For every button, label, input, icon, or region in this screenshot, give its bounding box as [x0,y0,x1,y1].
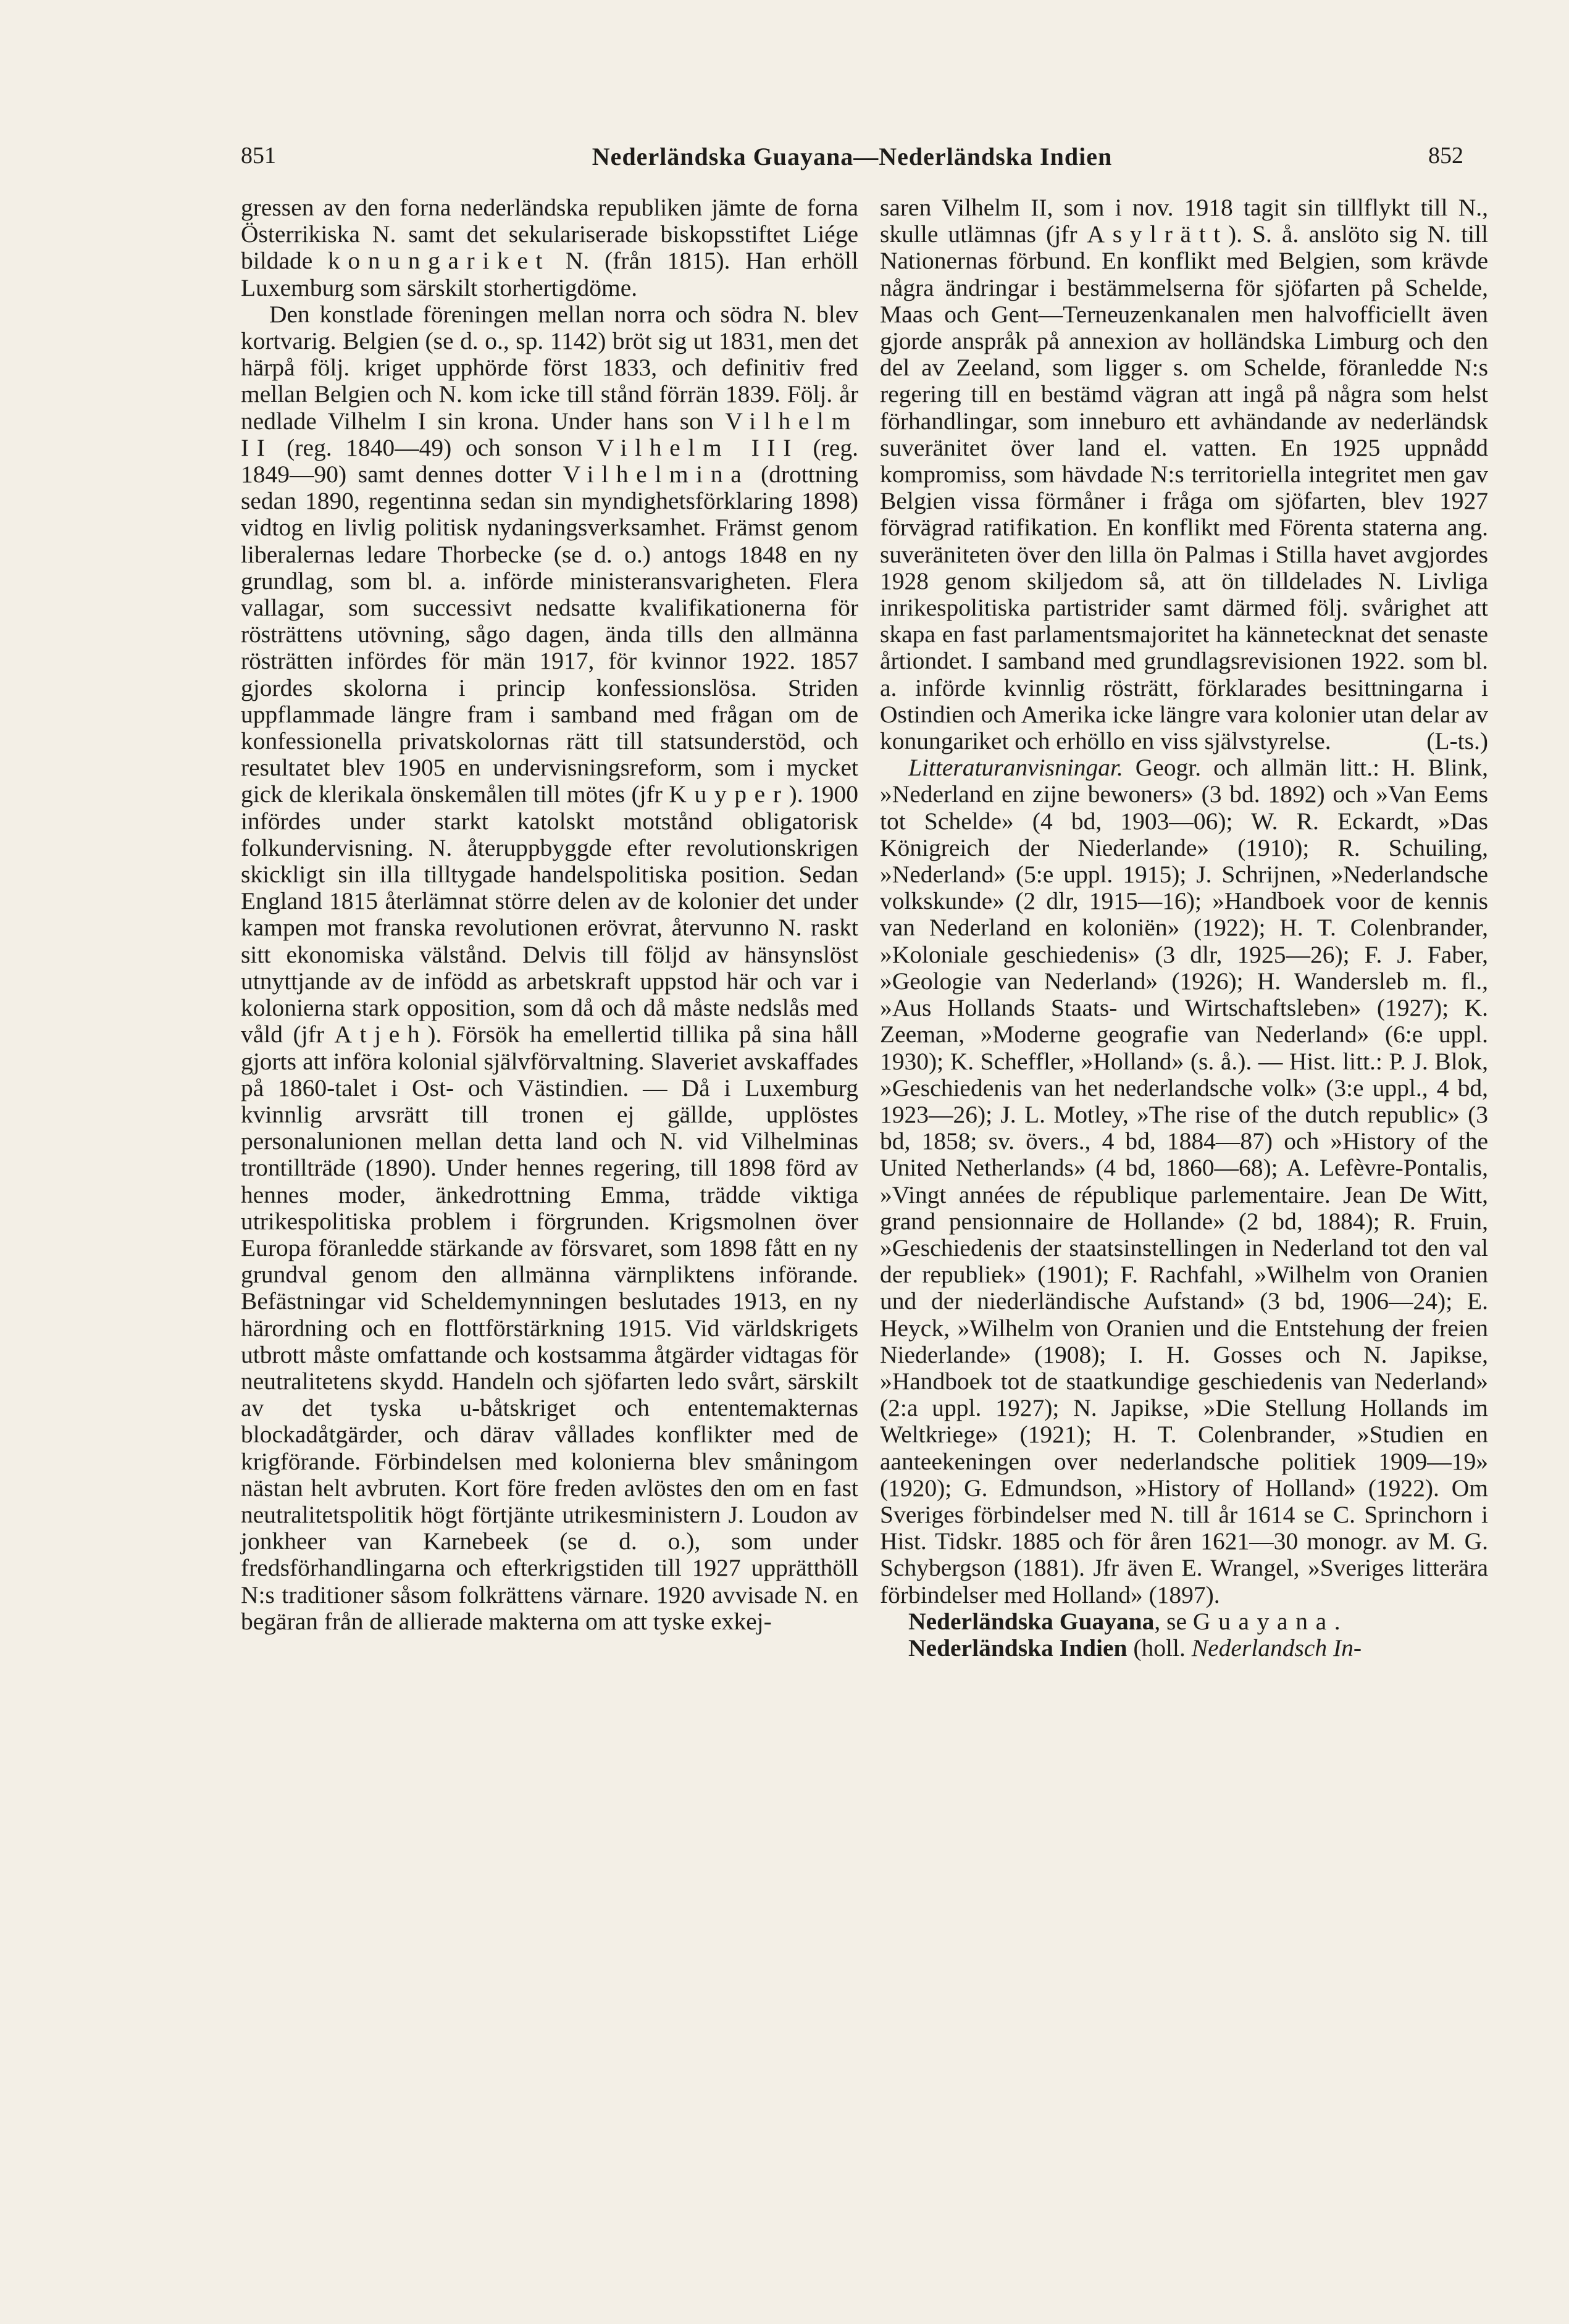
entry-headword: Nederländska Guayana [908,1607,1155,1635]
text-run: ). S. å. anslöto sig N. till Nationernas förbund. En konflikt med Belgien, som krävde några ändringar i bestämmelserna för sjöfarten på Schelde, Maas och Gent—Terneuzenkanalen men halvofficiellt även gjorde anspråk på annexion av holländska Limburg och den del av Zeeland, som ligger s. om Schelde, föranledde N:s regering till en bestämd vägran att ingå på några som helst förhandlingar, som inneburo ett avhändande av nederländsk suveränitet över land el. vatten. En 1925 uppnådd kompromiss, som hävdade N:s territoriella integritet men gav Belgien vissa förmåner i fråga om sjöfarten, blev 1927 förvägrad ratifikation. En konflikt med Förenta staterna ang. suveräniteten över den lilla ön Palmas i Stilla havet avgjordes 1928 genom skiljedom så, att ön tilldelades N. Livliga inrikespolitiska partistrider samt därmed följ. svårighet att skapa en fast parlamentsmajoritet ha kännetecknat det senaste årtiondet. I samband med grundlagsrevisionen 1922. som bl. a. införde kvinnlig rösträtt, förklarades besittningarna i Ostindien och Amerika icke längre vara kolonier utan delar av konungariket och erhöllo en viss självstyrelse. [880,220,1488,755]
text-run: ). Försök ha emellertid tillika på sina håll gjorts att införa kolonial självförvaltning. Slaveriet avskaffades på 1860-talet i Ost- och Västindien. — Då i Luxemburg kvinnlig arvsrätt till tronen ej gällde, upplöstes personalunionen mellan detta land och N. vid Vilhelminas trontillträde (1890). Under hennes regering, till 1898 förd av hennes moder, änkedrottning Emma, trädde viktiga utrikespolitiska problem i förgrunden. Krigsmolnen över Europa föranledde stärkande av försvaret, som 1898 fått en ny grundval genom den allmänna värnpliktens införande. Befästningar vid Scheldemynningen beslutades 1913, en ny härordning och en flottförstärkning 1915. Vid världskrigets utbrott måste omfattande och kostsamma åtgärder vidtagas för neutralitetens skydd. Handeln och sjöfarten ledo svårt, särskilt av det tyska u-båtskriget och ententemakternas blockadåtgärder, och därav vållades konflikter med de krigförande. Förbindelsen med kolonierna blev småningom nästan helt avbruten. Kort före freden avlöstes den om en fast neutralitetspolitik högt förtjänte utrikesministern J. Loudon av jonkheer van Karnebeek (se d. o.), som under fredsförhandlingarna och efterkrigstiden till 1927 upprätthöll N:s traditioner såsom folkrättens värnare. 1920 avvisade N. en begäran från de allierade makterna om att tyske exkej- [241,1021,858,1635]
text-run: . [1334,1607,1341,1635]
text-run: (reg. 1849—90) samt dennes dotter [241,433,858,488]
text-run: , se [1154,1607,1193,1635]
text-run: (drottning sedan 1890, regentinna sedan sin myndighetsförklaring 1898) vidtog en livlig politisk nydaningsverksamhet. Främst genom liberalernas ledare Thorbecke (se d. o.) antogs 1848 en ny grundlag, som bl. a. införde ministeransvarigheten. Flera vallagar, som successivt nedsatte kvalifikationerna för rösträttens utövning, sågo dagen, ända tills den allmänna rösträtten infördes för män 1917, för kvinnor 1922. 1857 gjordes skolorna i princip konfessionslösa. Striden uppflammade längre fram i samband med frågan om de konfessionella privatskolornas rätt till statsunderstöd, och resultatet blev 1905 en undervisningsreform, som i mycket gick de klerikala önskemålen till mötes (jfr [241,461,859,808]
spaced-name: Vilhelm III [596,433,799,461]
italic-term: Nederlandsch In- [1191,1634,1362,1661]
cross-reference: Asylrätt [1087,220,1228,248]
cross-reference: Guayana [1192,1607,1334,1635]
author-signature: (L-ts.) [1426,727,1488,755]
page-number-right: 852 [1428,143,1463,169]
entry-guayana [880,1608,1488,1635]
paragraph [241,194,858,301]
page-number-left: 851 [241,143,276,169]
right-column [880,194,1488,1661]
text-run: Geogr. och allmän litt.: H. Blink, »Nederland en zijne bewoners» (3 bd. 1892) och »Van Eems tot Schelde» (4 bd, 1903—06); W. R. Eckardt, »Das Königreich der Niederlande» (1910); R. Schuiling, »Nederland» (5:e uppl. 1915); J. Schrijnen, »Nederlandsche volkskunde» (2 dlr, 1915—16); »Handboek voor de kennis van Nederland en koloniën» (1922); H. T. Colenbrander, »Koloniale geschiedenis» (3 dlr, 1925—26); F. J. Faber, »Geologie van Nederland» (1926); H. Wandersleb m. fl., »Aus Hollands Staats- und Wirtschaftsleben» (1927); K. Zeeman, »Moderne geografie van Nederland» (6:e uppl. 1930); K. Scheffler, »Holland» (s. å.). — Hist. litt.: P. J. Blok, »Geschiedenis van het nederlandsche volk» (3:e uppl., 4 bd, 1923—26); J. L. Motley, »The rise of the dutch republic» (3 bd, 1858; sv. övers., 4 bd, 1884—87) och »History of the United Netherlands» (4 bd, 1860—68); A. Lefèvre-Pontalis, »Vingt années de république parlementaire. Jean De Witt, grand pensionnaire de Hollande» (2 bd, 1884); R. Fruin, »Geschiedenis der staatsinstellingen in Nederland tot den val der republiek» (1901); F. Rachfahl, »Wilhelm von Oranien und der niederländische Aufstand» (3 bd, 1906—24); E. Heyck, »Wilhelm von Oranien und die Entstehung der freien Niederlande» (1908); I. H. Gosses och N. Japikse, »Handboek tot de staatkundige geschiedenis van Nederland» (2:a uppl. 1927); N. Japikse, »Die Stellung Hollands im Weltkriege» (1921); H. T. Colenbrander, »Studien en aanteekeningen over nederlandsche politiek 1909—19» (1920); G. Edmundson, »History of Holland» (1922). Om Sveriges förbindelser med N. till år 1614 se C. Sprinchorn i Hist. Tidskr. 1885 och för åren 1621—30 monogr. av M. G. Schybergson (1881). Jfr även E. Wrangel, »Sveriges litterära förbindelser med Holland» (1897). [880,754,1488,1608]
running-head: Nederländska Guayana—Nederländska Indien [592,143,1113,170]
text-run: (holl. [1127,1634,1192,1661]
text-run: N. (från 1815). Han erhöll Luxemburg som särskilt storhertigdöme. [241,247,858,301]
text-run: ). 1900 infördes under starkt katolskt motstånd obligatorisk folkundervisning. N. återuppbyggde efter revolutionskrigen skickligt sin illa tilltygade handelspolitiska position. Sedan England 1815 återlämnat större delen av de kolonier det under kampen mot franska revolutionen erövrat, återvunno N. raskt sitt ekonomiska välstånd. Delvis till följd av hänsynslöst utnyttjande av de infödd as arbetskraft uppstod här och var i kolonierna stark opposition, som då och då måste nedslås med våld (jfr [241,780,858,1048]
spaced-name: Vilhelm II [241,407,858,461]
entry-headword: Nederländska Indien [908,1634,1128,1661]
literature-label: Litteraturanvisningar. [908,754,1123,782]
page-header [241,142,1463,179]
cross-reference: Atjeh [334,1021,428,1048]
text-run: gressen av den forna nederländska republiken jämte de forna Österrikiska N. samt det sekulariserade biskopsstiftet Liége bildade [241,194,858,275]
text-run: (reg. 1840—49) och sonson [272,433,596,461]
paragraph [880,194,1488,754]
text-run: saren Vilhelm II, som i nov. 1918 tagit sin tillflykt till N., skulle utlämnas (jfr [880,194,1488,248]
literature-paragraph [880,754,1488,1608]
cross-reference: Kuyper [669,780,789,808]
paragraph [241,301,858,1635]
entry-indien [880,1635,1488,1661]
spaced-name: Vilhelmina [563,461,750,488]
cross-reference: konungariket [328,247,551,275]
text-run: Den konstlade föreningen mellan norra och södra N. blev kortvarig. Belgien (se d. o., sp. 1142) bröt sig ut 1831, men det härpå följ. kriget upphörde först 1833, och definitiv fred mellan Belgien och N. kom icke till stånd förrän 1839. Följ. år nedlade Vilhelm I sin krona. Under hans son [241,300,858,435]
left-column [241,194,858,1635]
